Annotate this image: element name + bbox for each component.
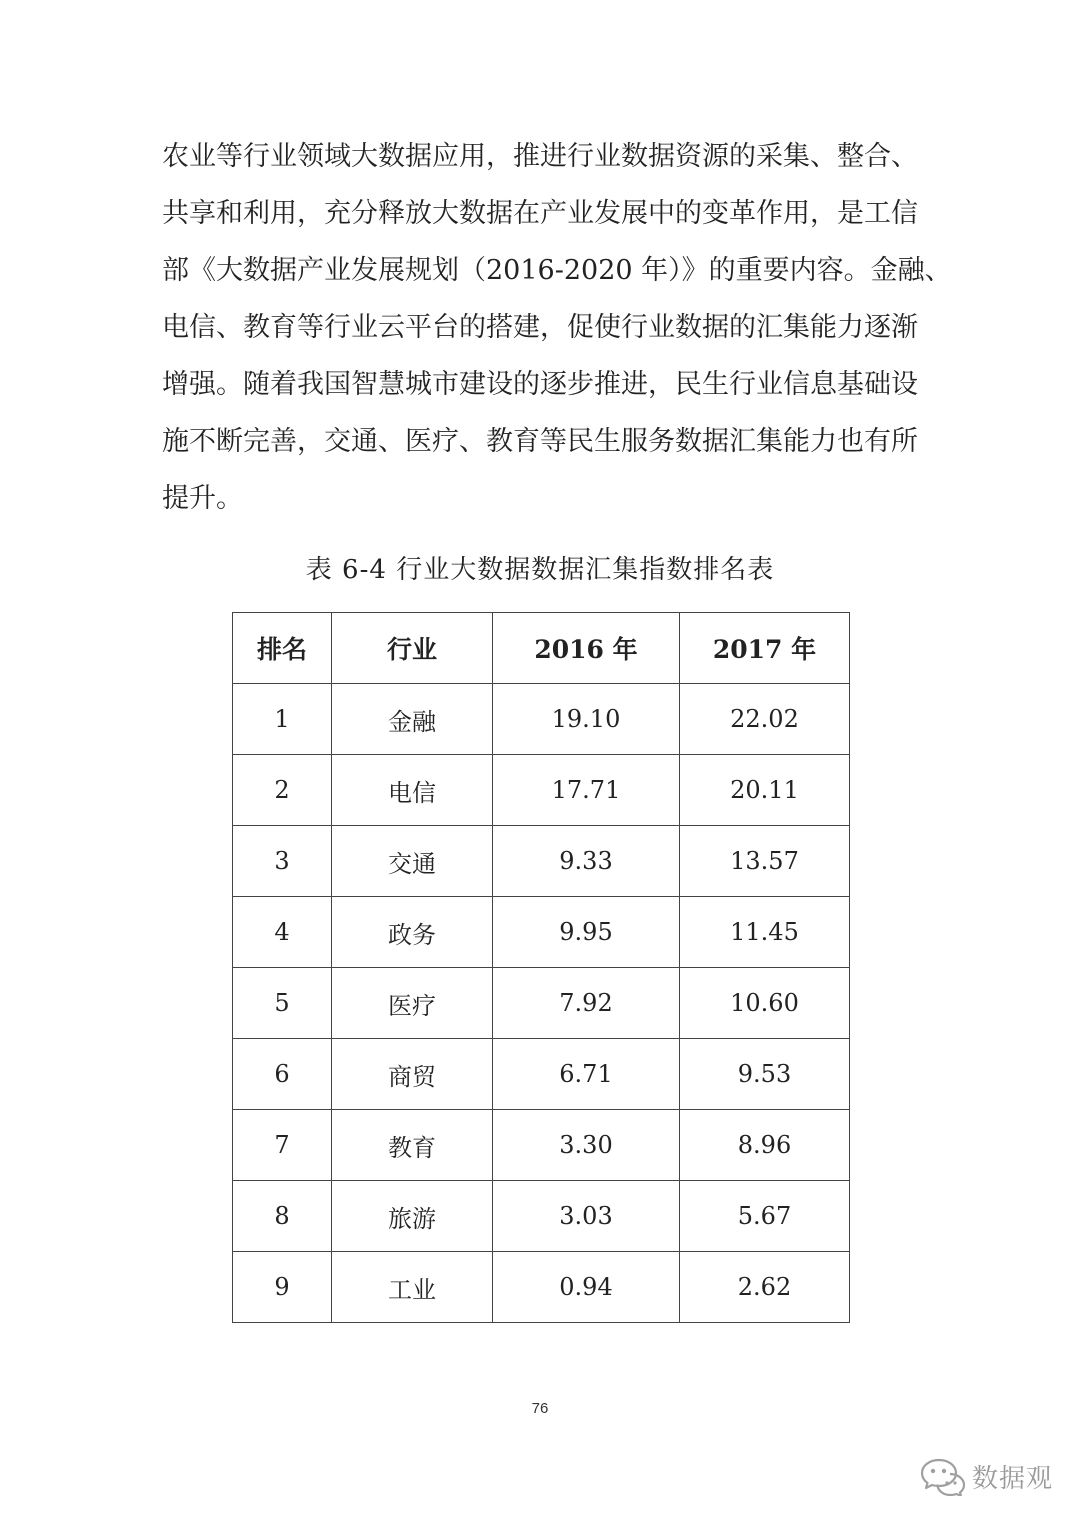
- cell-rank: 1: [233, 684, 332, 755]
- table-row: [233, 755, 850, 826]
- cell-2017: 13.57: [680, 826, 850, 897]
- cell-rank: 2: [233, 755, 332, 826]
- header-rank: 排名: [233, 613, 332, 684]
- cell-2017: 22.02: [680, 684, 850, 755]
- paragraph-line: 电信、教育等行业云平台的搭建，促使行业数据的汇集能力逐渐: [162, 312, 918, 343]
- cell-rank: 4: [233, 897, 332, 968]
- watermark: [920, 1452, 1053, 1500]
- table-row: [233, 1039, 850, 1110]
- cell-2016: 6.71: [493, 1039, 680, 1110]
- table-row: [233, 684, 850, 755]
- table-row: [233, 826, 850, 897]
- cell-rank: 5: [233, 968, 332, 1039]
- table-row: [233, 897, 850, 968]
- cell-2016: 19.10: [493, 684, 680, 755]
- cell-2016: 9.33: [493, 826, 680, 897]
- cell-industry: 金融: [332, 684, 493, 755]
- cell-industry: 商贸: [332, 1039, 493, 1110]
- cell-rank: 7: [233, 1110, 332, 1181]
- watermark-text: 数据观: [972, 1463, 1054, 1494]
- cell-industry: 政务: [332, 897, 493, 968]
- cell-industry: 交通: [332, 826, 493, 897]
- paragraph-line: 共享和利用，充分释放大数据在产业发展中的变革作用，是工信: [162, 198, 918, 229]
- table-row: [233, 1252, 850, 1323]
- paragraph-line: 农业等行业领域大数据应用，推进行业数据资源的采集、整合、: [162, 141, 918, 172]
- cell-2017: 5.67: [680, 1181, 850, 1252]
- cell-rank: 3: [233, 826, 332, 897]
- cell-2017: 11.45: [680, 897, 850, 968]
- cell-rank: 6: [233, 1039, 332, 1110]
- ranking-table: [232, 612, 850, 1323]
- paragraph-line: 施不断完善，交通、医疗、教育等民生服务数据汇集能力也有所: [162, 426, 918, 457]
- cell-industry: 旅游: [332, 1181, 493, 1252]
- cell-2016: 0.94: [493, 1252, 680, 1323]
- header-2016: 2016 年: [493, 613, 680, 684]
- table-caption: 表 6-4 行业大数据数据汇集指数排名表: [305, 555, 775, 585]
- table-row: [233, 1181, 850, 1252]
- cell-rank: 9: [233, 1252, 332, 1323]
- table-row: [233, 968, 850, 1039]
- cell-2016: 3.30: [493, 1110, 680, 1181]
- cell-industry: 医疗: [332, 968, 493, 1039]
- cell-industry: 电信: [332, 755, 493, 826]
- cell-2016: 9.95: [493, 897, 680, 968]
- cell-2017: 20.11: [680, 755, 850, 826]
- cell-industry: 工业: [332, 1252, 493, 1323]
- paragraph-line: 部《大数据产业发展规划（2016-2020 年）》的重要内容。金融、: [162, 255, 952, 286]
- table-row: [233, 1110, 850, 1181]
- cell-2017: 2.62: [680, 1252, 850, 1323]
- paragraph-line: 增强。随着我国智慧城市建设的逐步推进，民生行业信息基础设: [162, 369, 918, 400]
- cell-2017: 10.60: [680, 968, 850, 1039]
- body-paragraph: [162, 128, 952, 527]
- header-industry: 行业: [332, 613, 493, 684]
- paragraph-line: 提升。: [162, 483, 243, 514]
- page-number: 76: [531, 1400, 549, 1417]
- table-header-row: [233, 613, 850, 684]
- cell-2017: 9.53: [680, 1039, 850, 1110]
- header-2017: 2017 年: [680, 613, 850, 684]
- cell-2017: 8.96: [680, 1110, 850, 1181]
- cell-2016: 3.03: [493, 1181, 680, 1252]
- cell-2016: 7.92: [493, 968, 680, 1039]
- cell-rank: 8: [233, 1181, 332, 1252]
- cell-2016: 17.71: [493, 755, 680, 826]
- wechat-icon: [920, 1456, 966, 1496]
- cell-industry: 教育: [332, 1110, 493, 1181]
